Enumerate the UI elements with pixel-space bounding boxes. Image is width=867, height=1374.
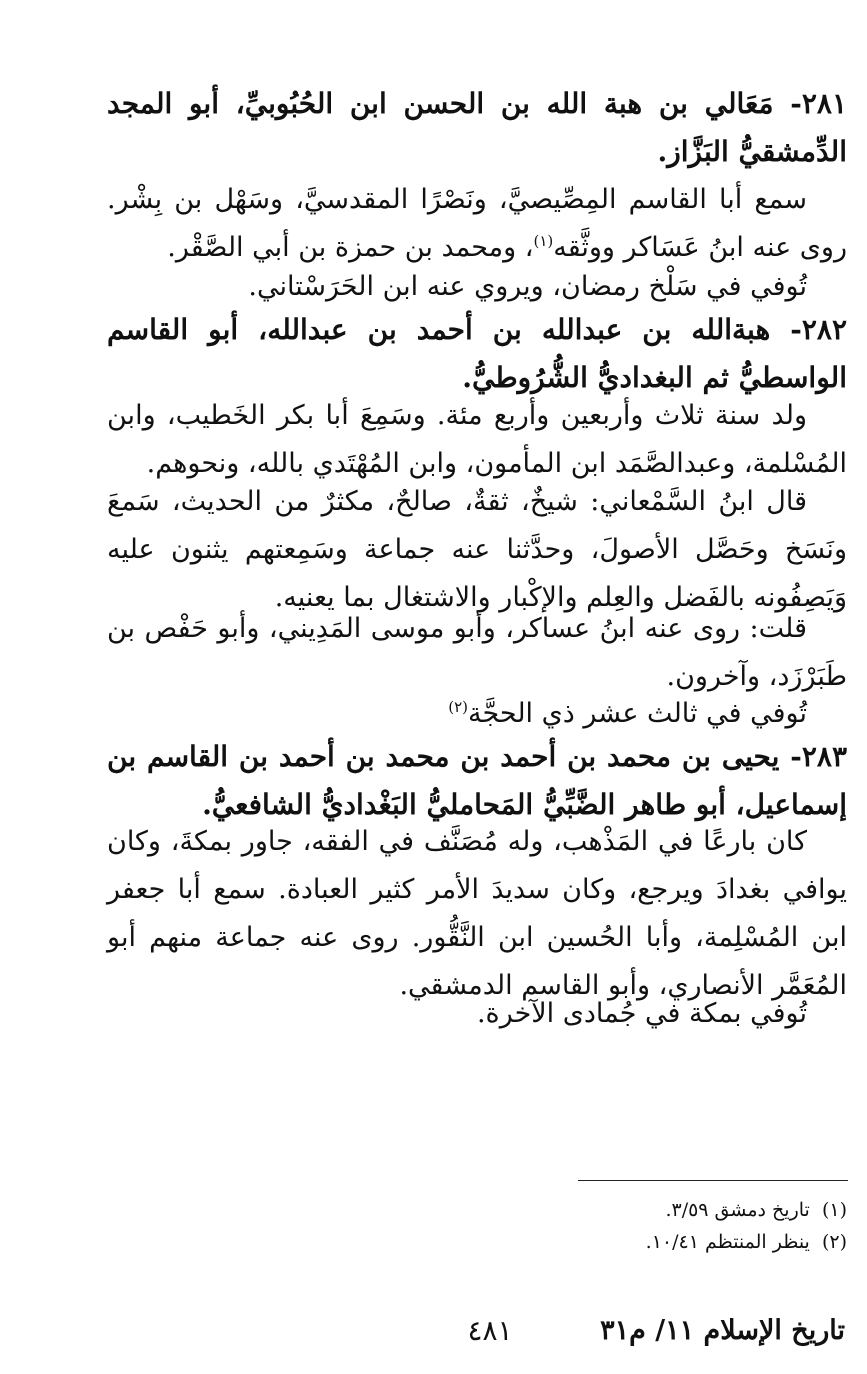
- footnote-ref: (١): [533, 232, 554, 250]
- footnote-number: (١): [821, 1199, 847, 1221]
- entry-paragraph: تُوفي في سَلْخ رمضان، ويروي عنه ابن الحَرَسْتاني.: [248, 271, 807, 302]
- footnote-text: تاريخ دمشق ٣/٥٩.: [665, 1199, 810, 1221]
- entry-paragraph: [107, 690, 847, 738]
- footnote-number: (٢): [821, 1231, 847, 1253]
- entry-paragraph: قلت: روى عنه ابنُ عساكر، وأبو موسى المَدِيني، وأبو حَفْص بن طَبَرْزَد، وآخرون.: [107, 613, 847, 692]
- footnote-text: ينظر المنتظم ١٠/٤١.: [645, 1231, 810, 1253]
- entry-heading-281: ٢٨١- مَعَالي بن هبة الله بن الحسن ابن الحُبُوبيِّ، أبو المجد الدِّمشقيُّ البَزَّاز.: [107, 87, 847, 168]
- page-number: ٤٨١: [467, 1314, 513, 1347]
- entry-paragraph: قال ابنُ السَّمْعاني: شيخٌ، ثقةٌ، صالحٌ، مكثرٌ من الحديث، سَمعَ ونَسَخ وحَصَّل الأصولَ، وحدَّثنا عنه جماعة وسَمِعتهم يثنون عليه وَيَصِفُونه بالفَضل والعِلم والإكْبار والاشتغال بما يعنيه.: [107, 486, 847, 613]
- footnote-2: [147, 1228, 847, 1256]
- entry-paragraph: ولد سنة ثلاث وأربعين وأربع مئة. وسَمِعَ أبا بكر الخَطيب، وابن المُسْلمة، وعبدالصَّمَد ابن المأمون، وابن المُهْتَدي بالله، ونحوهم.: [107, 400, 847, 479]
- entry-paragraph: [107, 176, 847, 272]
- paragraph-text: تُوفي في ثالث عشر ذي الحجَّة: [468, 698, 807, 729]
- footnote-ref: (٢): [448, 698, 468, 716]
- entry-heading-283: ٢٨٣- يحيى بن محمد بن أحمد بن محمد بن أحمد بن القاسم بن إسماعيل، أبو طاهر الضَّبِّيُّ المَحامليُّ البَغْداديُّ الشافعيُّ.: [107, 740, 847, 821]
- footnote-divider: [578, 1180, 848, 1181]
- entry-paragraph: كان بارعًا في المَذْهب، وله مُصَنَّف في الفقه، جاور بمكةَ، وكان يوافي بغدادَ ويرجع، وكان سديدَ الأمر كثير العبادة. سمع أبا جعفر ابن المُسْلِمة، وأبا الحُسين ابن النَّقُّور. روى عنه جماعة منهم أبو المُعَمَّر الأنصاري، وأبو القاسم الدمشقي.: [107, 826, 847, 1001]
- footnote-1: [147, 1196, 847, 1224]
- paragraph-text: سمع أبا القاسم المِصِّيصيَّ، ونَصْرًا المقدسيَّ، وسَهْل بن بِشْر. روى عنه ابنُ عَسَاكر ووثَّقه: [107, 184, 847, 263]
- book-title-footer: تاريخ الإسلام ١١/ م٣١: [600, 1315, 845, 1346]
- paragraph-text: ، ومحمد بن حمزة بن أبي الصَّقْر.: [167, 232, 534, 263]
- entry-heading-282: ٢٨٢- هبةالله بن عبدالله بن أحمد بن عبدالله، أبو القاسم الواسطيُّ ثم البغداديُّ الشُّرُوطيُّ.: [107, 313, 847, 394]
- entry-paragraph: تُوفي بمكة في جُمادى الآخرة.: [476, 998, 807, 1029]
